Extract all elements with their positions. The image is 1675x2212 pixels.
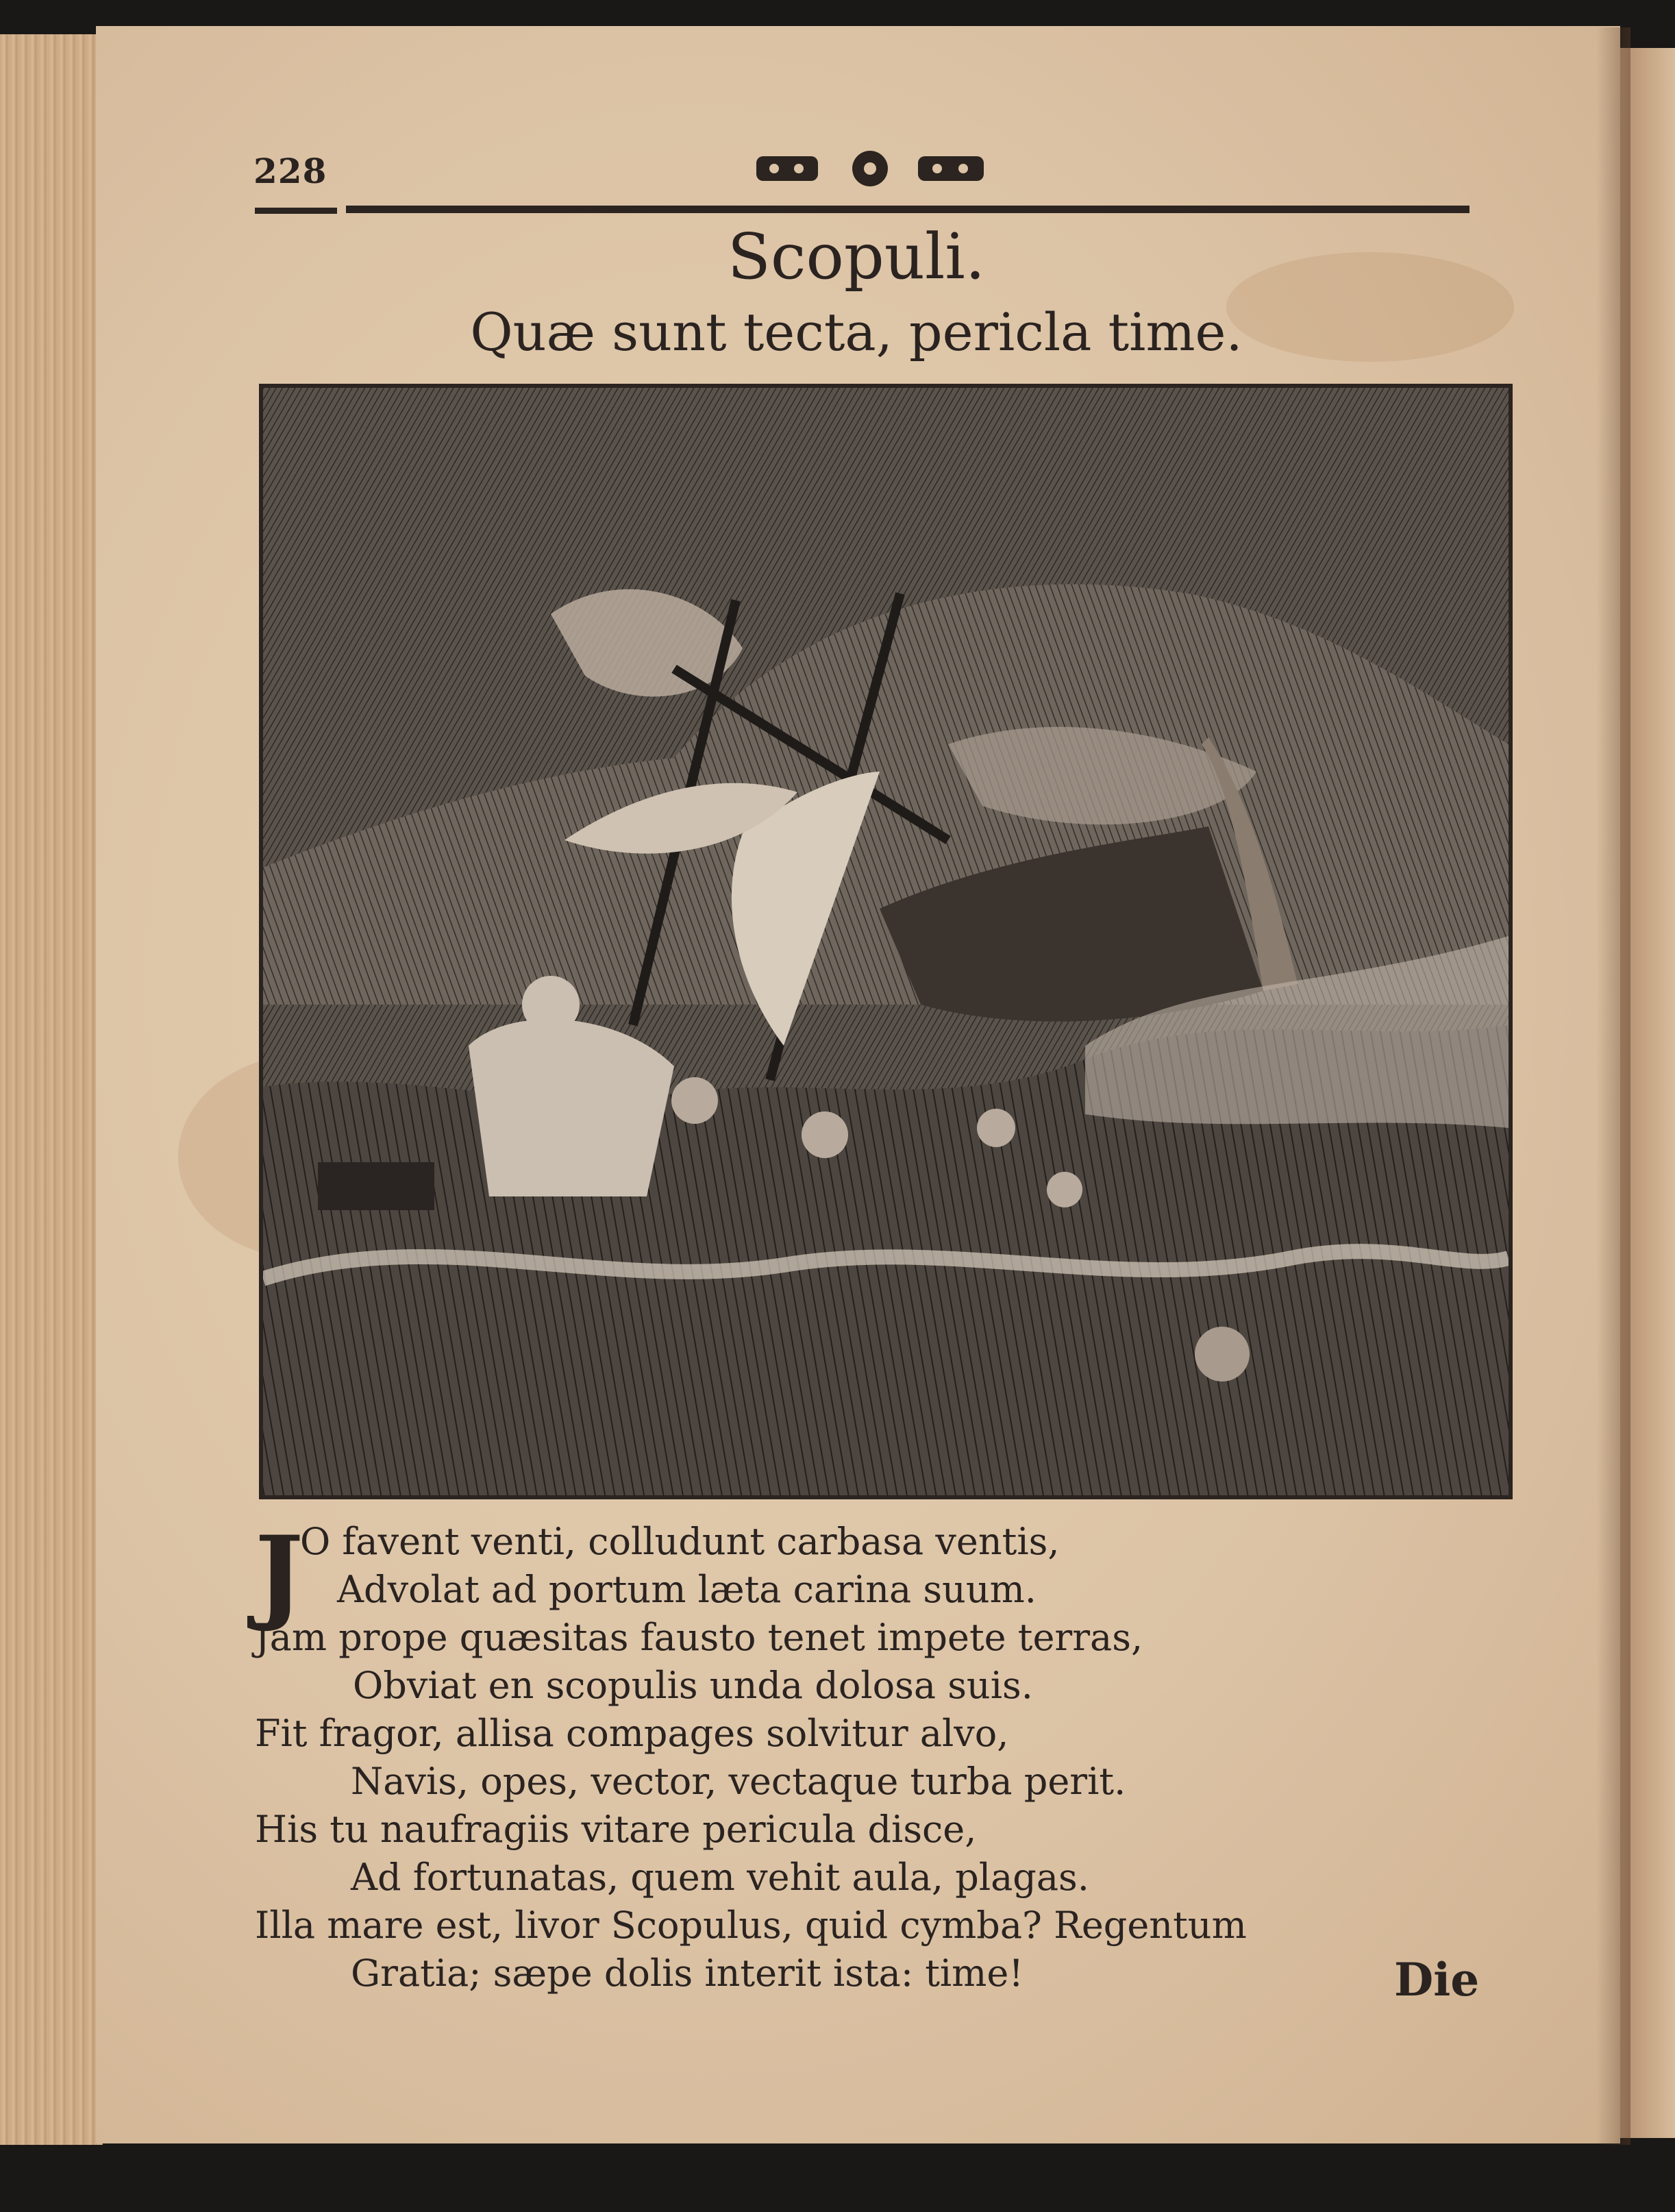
gutter-shadow <box>1596 27 1630 2145</box>
header-rule-right <box>346 206 1469 213</box>
title-block <box>685 219 1028 295</box>
poem-line-6: Navis, opes, vector, vectaque turba perit. <box>351 1760 1126 1803</box>
page-number: 228 <box>253 151 327 191</box>
poem-line-10: Gratia; sæpe dolis interit ista: time! <box>351 1952 1024 1995</box>
header-ornament-icon <box>754 144 987 192</box>
poem-line-8: Ad fortunatas, quem vehit aula, plagas. <box>351 1856 1089 1899</box>
poem-line-3: Jam prope quæsitas fausto tenet impete terras, <box>255 1616 1143 1659</box>
catchword: Die <box>1394 1953 1480 2006</box>
drop-cap: J <box>255 1514 303 1634</box>
motto-block <box>438 295 1274 370</box>
poem-line-1: O favent venti, colludunt carbasa ventis, <box>300 1520 1060 1563</box>
poem-line-2: Advolat ad portum læta carina suum. <box>337 1568 1037 1611</box>
poem-line-9: Illa mare est, livor Scopulus, quid cymba? Regentum <box>255 1904 1247 1947</box>
page-title: Scopuli. <box>727 220 986 293</box>
poem-line-5: Fit fragor, allisa compages solvitur alvo, <box>255 1712 1009 1755</box>
poem-line-7: His tu naufragiis vitare pericula disce, <box>255 1808 977 1851</box>
shipwreck-engraving <box>263 388 1509 1495</box>
engraving-illustration <box>259 384 1513 1499</box>
page-edges <box>0 34 103 2145</box>
header-rule-left <box>255 208 337 214</box>
page-motto: Quæ sunt tecta, pericla time. <box>470 302 1243 362</box>
poem-line-4: Obviat en scopulis unda dolosa suis. <box>353 1664 1033 1707</box>
